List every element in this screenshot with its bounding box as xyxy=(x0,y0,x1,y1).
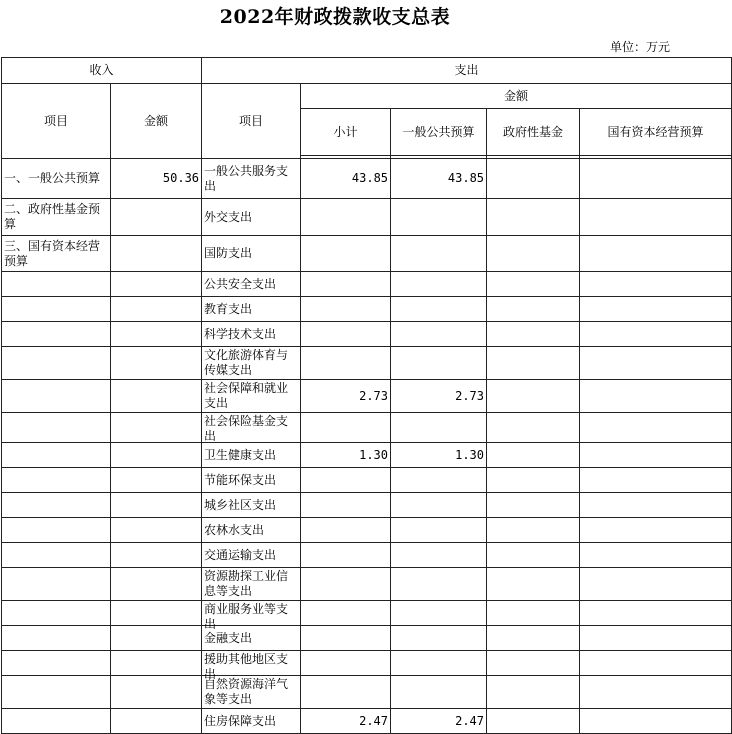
expense-header: 支出 xyxy=(202,58,732,84)
income-amount-cell xyxy=(111,568,202,601)
expense-item-label: 社会保障和就业支出 xyxy=(204,381,289,410)
expense-item-cell xyxy=(202,601,301,631)
expense-item-cell xyxy=(202,159,301,199)
state-capital-cell xyxy=(580,651,732,676)
expense-item-label: 社会保险基金支出 xyxy=(204,413,289,443)
header-row-2 xyxy=(2,84,732,109)
state-capital-cell xyxy=(580,380,732,413)
header-row-1 xyxy=(2,58,732,84)
subtotal-cell xyxy=(301,236,391,272)
state-capital-cell xyxy=(580,601,732,626)
general-budget-cell xyxy=(391,272,487,297)
income-item-cell xyxy=(2,272,111,297)
state-capital-cell xyxy=(580,676,732,709)
expense-item-cell xyxy=(202,380,301,413)
general-budget-cell: 2.73 xyxy=(391,380,487,413)
state-capital-header: 国有资本经营预算 xyxy=(580,109,732,156)
subtotal-cell xyxy=(301,601,391,626)
income-amount-cell xyxy=(111,468,202,493)
gov-fund-cell xyxy=(487,159,580,199)
budget-table xyxy=(1,57,732,734)
income-item-cell xyxy=(2,543,111,568)
expense-item-label: 商业服务业等支出 xyxy=(204,601,289,631)
gov-fund-cell xyxy=(487,199,580,236)
table-row xyxy=(2,518,732,543)
income-item-header: 项目 xyxy=(2,84,111,159)
expense-item-label: 公共安全支出 xyxy=(204,276,277,291)
general-budget-cell xyxy=(391,199,487,236)
state-capital-cell xyxy=(580,297,732,322)
table-row xyxy=(2,199,732,236)
general-budget-cell xyxy=(391,347,487,380)
expense-item-cell xyxy=(202,347,301,380)
general-budget-cell xyxy=(391,236,487,272)
expense-item-label: 文化旅游体育与传媒支出 xyxy=(204,348,289,377)
income-item-cell xyxy=(2,601,111,626)
income-item-cell xyxy=(2,518,111,543)
state-capital-cell xyxy=(580,272,732,297)
table-row xyxy=(2,380,732,413)
expense-item-cell xyxy=(202,518,301,543)
table-row xyxy=(2,651,732,676)
income-amount-header: 金额 xyxy=(111,84,202,159)
general-budget-cell: 43.85 xyxy=(391,159,487,199)
table-row xyxy=(2,626,732,651)
subtotal-cell xyxy=(301,322,391,347)
income-amount-cell xyxy=(111,297,202,322)
general-budget-cell xyxy=(391,297,487,322)
expense-item-cell xyxy=(202,297,301,322)
state-capital-cell xyxy=(580,413,732,443)
income-amount-cell xyxy=(111,413,202,443)
expense-item-label: 科学技术支出 xyxy=(204,326,277,341)
subtotal-cell xyxy=(301,518,391,543)
income-item-cell xyxy=(2,380,111,413)
income-amount-cell xyxy=(111,709,202,734)
subtotal-cell xyxy=(301,493,391,518)
state-capital-cell xyxy=(580,468,732,493)
expense-item-cell xyxy=(202,443,301,468)
expense-item-cell xyxy=(202,236,301,272)
state-capital-cell xyxy=(580,322,732,347)
general-budget-cell xyxy=(391,601,487,626)
general-budget-cell xyxy=(391,468,487,493)
table-row xyxy=(2,709,732,734)
income-amount-cell xyxy=(111,199,202,236)
state-capital-cell xyxy=(580,709,732,734)
gov-fund-header: 政府性基金 xyxy=(487,109,580,156)
income-amount-cell xyxy=(111,518,202,543)
table-body xyxy=(2,159,732,734)
general-budget-cell xyxy=(391,626,487,651)
table-row xyxy=(2,322,732,347)
gov-fund-cell xyxy=(487,601,580,626)
income-amount-cell xyxy=(111,380,202,413)
subtotal-cell xyxy=(301,626,391,651)
income-amount-cell xyxy=(111,443,202,468)
gov-fund-cell xyxy=(487,236,580,272)
table-row xyxy=(2,297,732,322)
state-capital-cell xyxy=(580,626,732,651)
expense-item-label: 援助其他地区支出 xyxy=(204,651,289,681)
gov-fund-cell xyxy=(487,322,580,347)
expense-item-cell xyxy=(202,543,301,568)
income-item-cell: 一、一般公共预算 xyxy=(2,159,111,199)
general-budget-cell xyxy=(391,518,487,543)
expense-item-label: 农林水支出 xyxy=(204,522,265,537)
income-item-cell xyxy=(2,413,111,443)
income-amount-cell xyxy=(111,676,202,709)
table-row xyxy=(2,159,732,199)
expense-item-cell xyxy=(202,626,301,651)
expense-item-label: 金融支出 xyxy=(204,630,253,645)
general-budget-cell xyxy=(391,493,487,518)
expense-item-header: 项目 xyxy=(202,84,301,159)
state-capital-cell xyxy=(580,159,732,199)
subtotal-cell xyxy=(301,413,391,443)
gov-fund-cell xyxy=(487,380,580,413)
subtotal-cell xyxy=(301,272,391,297)
income-amount-cell xyxy=(111,626,202,651)
income-item-cell xyxy=(2,493,111,518)
gov-fund-cell xyxy=(487,413,580,443)
expense-item-label: 国防支出 xyxy=(204,246,253,260)
expense-item-cell xyxy=(202,493,301,518)
gov-fund-cell xyxy=(487,709,580,734)
expense-item-label: 交通运输支出 xyxy=(204,547,277,562)
expense-item-label: 节能环保支出 xyxy=(204,472,277,487)
general-budget-cell xyxy=(391,413,487,443)
expense-amount-header: 金额 xyxy=(301,84,732,109)
table-row xyxy=(2,568,732,601)
income-amount-cell xyxy=(111,272,202,297)
subtotal-cell: 1.30 xyxy=(301,443,391,468)
expense-item-cell xyxy=(202,568,301,601)
subtotal-cell: 2.47 xyxy=(301,709,391,734)
income-amount-cell xyxy=(111,543,202,568)
general-budget-cell xyxy=(391,651,487,676)
general-budget-cell xyxy=(391,543,487,568)
state-capital-cell xyxy=(580,236,732,272)
income-amount-cell xyxy=(111,236,202,272)
gov-fund-cell xyxy=(487,493,580,518)
expense-item-label: 自然资源海洋气象等支出 xyxy=(204,677,289,706)
table-row xyxy=(2,543,732,568)
general-budget-header: 一般公共预算 xyxy=(391,109,487,156)
subtotal-cell xyxy=(301,199,391,236)
gov-fund-cell xyxy=(487,651,580,676)
table-row xyxy=(2,676,732,709)
income-header: 收入 xyxy=(2,58,202,84)
expense-item-label: 城乡社区支出 xyxy=(204,497,277,512)
expense-item-cell xyxy=(202,676,301,709)
gov-fund-cell xyxy=(487,676,580,709)
table-row xyxy=(2,272,732,297)
income-item-cell: 二、政府性基金预算 xyxy=(2,199,111,236)
state-capital-cell xyxy=(580,518,732,543)
income-item-cell xyxy=(2,297,111,322)
subtotal-cell xyxy=(301,676,391,709)
expense-item-cell xyxy=(202,322,301,347)
income-amount-cell xyxy=(111,601,202,626)
income-amount-cell xyxy=(111,493,202,518)
subtotal-cell xyxy=(301,543,391,568)
expense-item-label: 资源勘探工业信息等支出 xyxy=(204,569,289,598)
subtotal-cell xyxy=(301,297,391,322)
income-item-cell xyxy=(2,468,111,493)
state-capital-cell xyxy=(580,493,732,518)
income-item-cell xyxy=(2,347,111,380)
income-item-cell xyxy=(2,626,111,651)
table-row xyxy=(2,236,732,272)
table-row xyxy=(2,468,732,493)
general-budget-cell xyxy=(391,676,487,709)
gov-fund-cell xyxy=(487,443,580,468)
expense-item-label: 教育支出 xyxy=(204,301,253,316)
page-title: 2022年财政拨款收支总表 xyxy=(219,6,451,28)
income-amount-cell: 50.36 xyxy=(111,159,202,199)
income-amount-cell xyxy=(111,322,202,347)
gov-fund-cell xyxy=(487,347,580,380)
state-capital-cell xyxy=(580,347,732,380)
subtotal-header: 小计 xyxy=(301,109,391,156)
expense-item-cell xyxy=(202,272,301,297)
gov-fund-cell xyxy=(487,272,580,297)
gov-fund-cell xyxy=(487,568,580,601)
table-row xyxy=(2,601,732,626)
state-capital-cell xyxy=(580,199,732,236)
subtotal-cell xyxy=(301,468,391,493)
subtotal-cell xyxy=(301,568,391,601)
gov-fund-cell xyxy=(487,468,580,493)
expense-item-cell xyxy=(202,413,301,443)
state-capital-cell xyxy=(580,568,732,601)
expense-item-label: 一般公共服务支出 xyxy=(204,163,289,193)
expense-item-cell xyxy=(202,199,301,236)
state-capital-cell xyxy=(580,443,732,468)
subtotal-cell: 2.73 xyxy=(301,380,391,413)
state-capital-cell xyxy=(580,543,732,568)
income-item-cell xyxy=(2,443,111,468)
expense-item-cell xyxy=(202,709,301,734)
expense-item-label: 住房保障支出 xyxy=(204,713,277,728)
income-item-cell: 三、国有资本经营预算 xyxy=(2,236,111,272)
income-item-cell xyxy=(2,322,111,347)
gov-fund-cell xyxy=(487,297,580,322)
table-row xyxy=(2,493,732,518)
income-item-cell xyxy=(2,651,111,676)
unit-label: 单位：万元 xyxy=(609,40,670,54)
income-amount-cell xyxy=(111,347,202,380)
gov-fund-cell xyxy=(487,626,580,651)
expense-item-cell xyxy=(202,468,301,493)
expense-item-label: 外交支出 xyxy=(204,209,253,224)
expense-item-label: 卫生健康支出 xyxy=(204,447,277,462)
income-item-cell xyxy=(2,676,111,709)
general-budget-cell: 1.30 xyxy=(391,443,487,468)
income-item-cell xyxy=(2,709,111,734)
subtotal-cell: 43.85 xyxy=(301,159,391,199)
subtotal-cell xyxy=(301,347,391,380)
expense-item-cell xyxy=(202,651,301,681)
general-budget-cell xyxy=(391,322,487,347)
general-budget-cell xyxy=(391,568,487,601)
gov-fund-cell xyxy=(487,518,580,543)
table-row xyxy=(2,347,732,380)
gov-fund-cell xyxy=(487,543,580,568)
income-amount-cell xyxy=(111,651,202,676)
general-budget-cell: 2.47 xyxy=(391,709,487,734)
table-row xyxy=(2,413,732,443)
table-row xyxy=(2,443,732,468)
subtotal-cell xyxy=(301,651,391,676)
income-item-cell xyxy=(2,568,111,601)
